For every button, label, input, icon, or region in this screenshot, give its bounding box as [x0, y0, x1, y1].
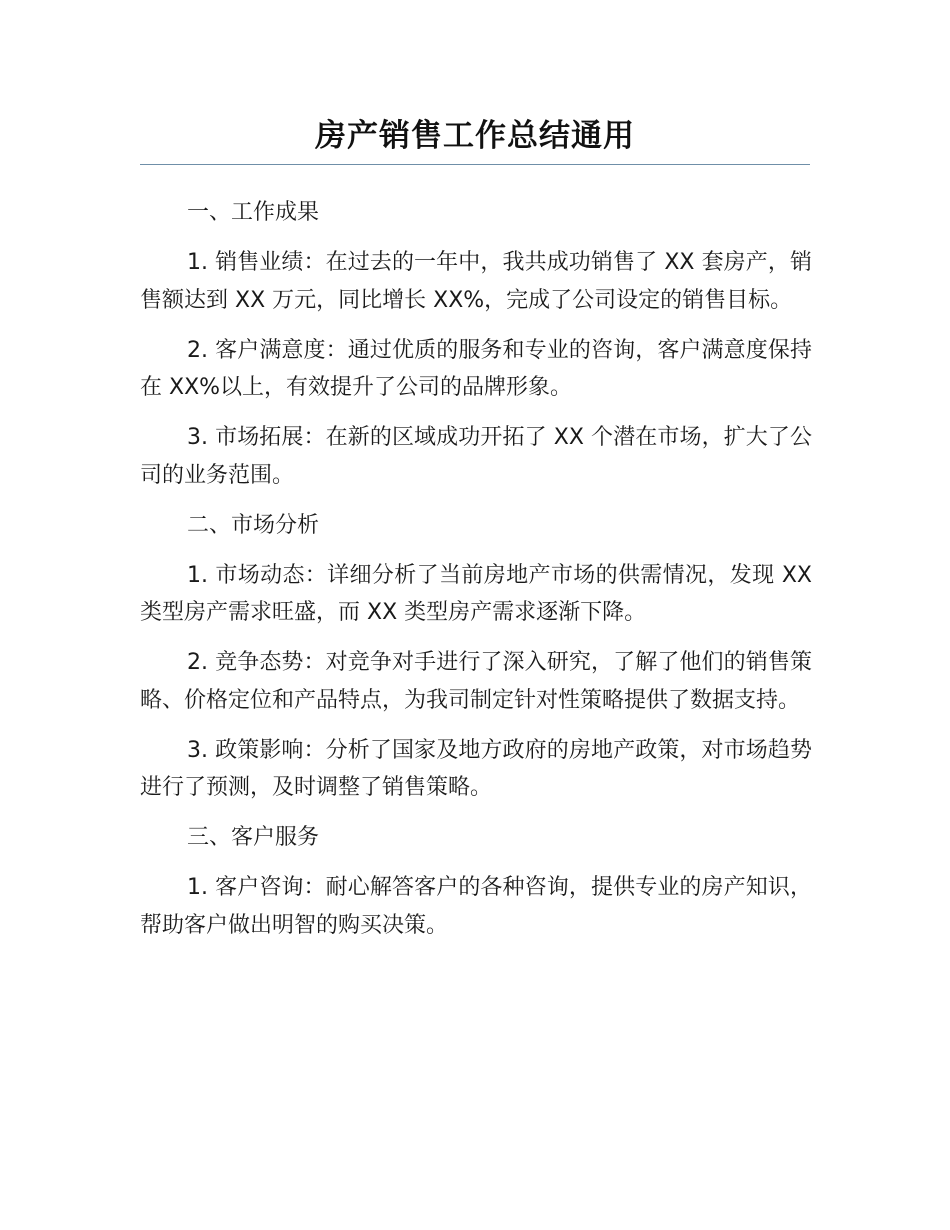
- paragraph-customer-consulting: 1. 客户咨询：耐心解答客户的各种咨询，提供专业的房产知识，帮助客户做出明智的购买决策。: [140, 875, 812, 938]
- section-heading-customer-service: 三、客户服务: [187, 825, 320, 850]
- paragraph-market-expansion: 3. 市场拓展：在新的区域成功开拓了 XX 个潜在市场，扩大了公司的业务范围。: [140, 425, 812, 488]
- document-body: [140, 194, 812, 957]
- paragraph-sales-performance: 1. 销售业绩：在过去的一年中，我共成功销售了 XX 套房产，销售额达到 XX 万元，同比增长 XX%，完成了公司设定的销售目标。: [140, 250, 812, 313]
- paragraph-customer-satisfaction: 2. 客户满意度：通过优质的服务和专业的咨询，客户满意度保持在 XX%以上，有效提升了公司的品牌形象。: [140, 337, 812, 400]
- paragraph-policy-impact: 3. 政策影响：分析了国家及地方政府的房地产政策，对市场趋势进行了预测，及时调整了销售策略。: [140, 737, 812, 800]
- section-heading-market-analysis: 二、市场分析: [187, 512, 320, 538]
- section-heading-work-results: 一、工作成果: [187, 200, 320, 225]
- title-block: [140, 112, 810, 165]
- paragraph-market-dynamics: 1. 市场动态：详细分析了当前房地产市场的供需情况，发现 XX 类型房产需求旺盛，而 XX 类型房产需求逐渐下降。: [140, 562, 812, 625]
- document-title: 房产销售工作总结通用: [315, 118, 635, 154]
- paragraph-competition: 2. 竞争态势：对竞争对手进行了深入研究，了解了他们的销售策略、价格定位和产品特点，为我司制定针对性策略提供了数据支持。: [140, 650, 812, 713]
